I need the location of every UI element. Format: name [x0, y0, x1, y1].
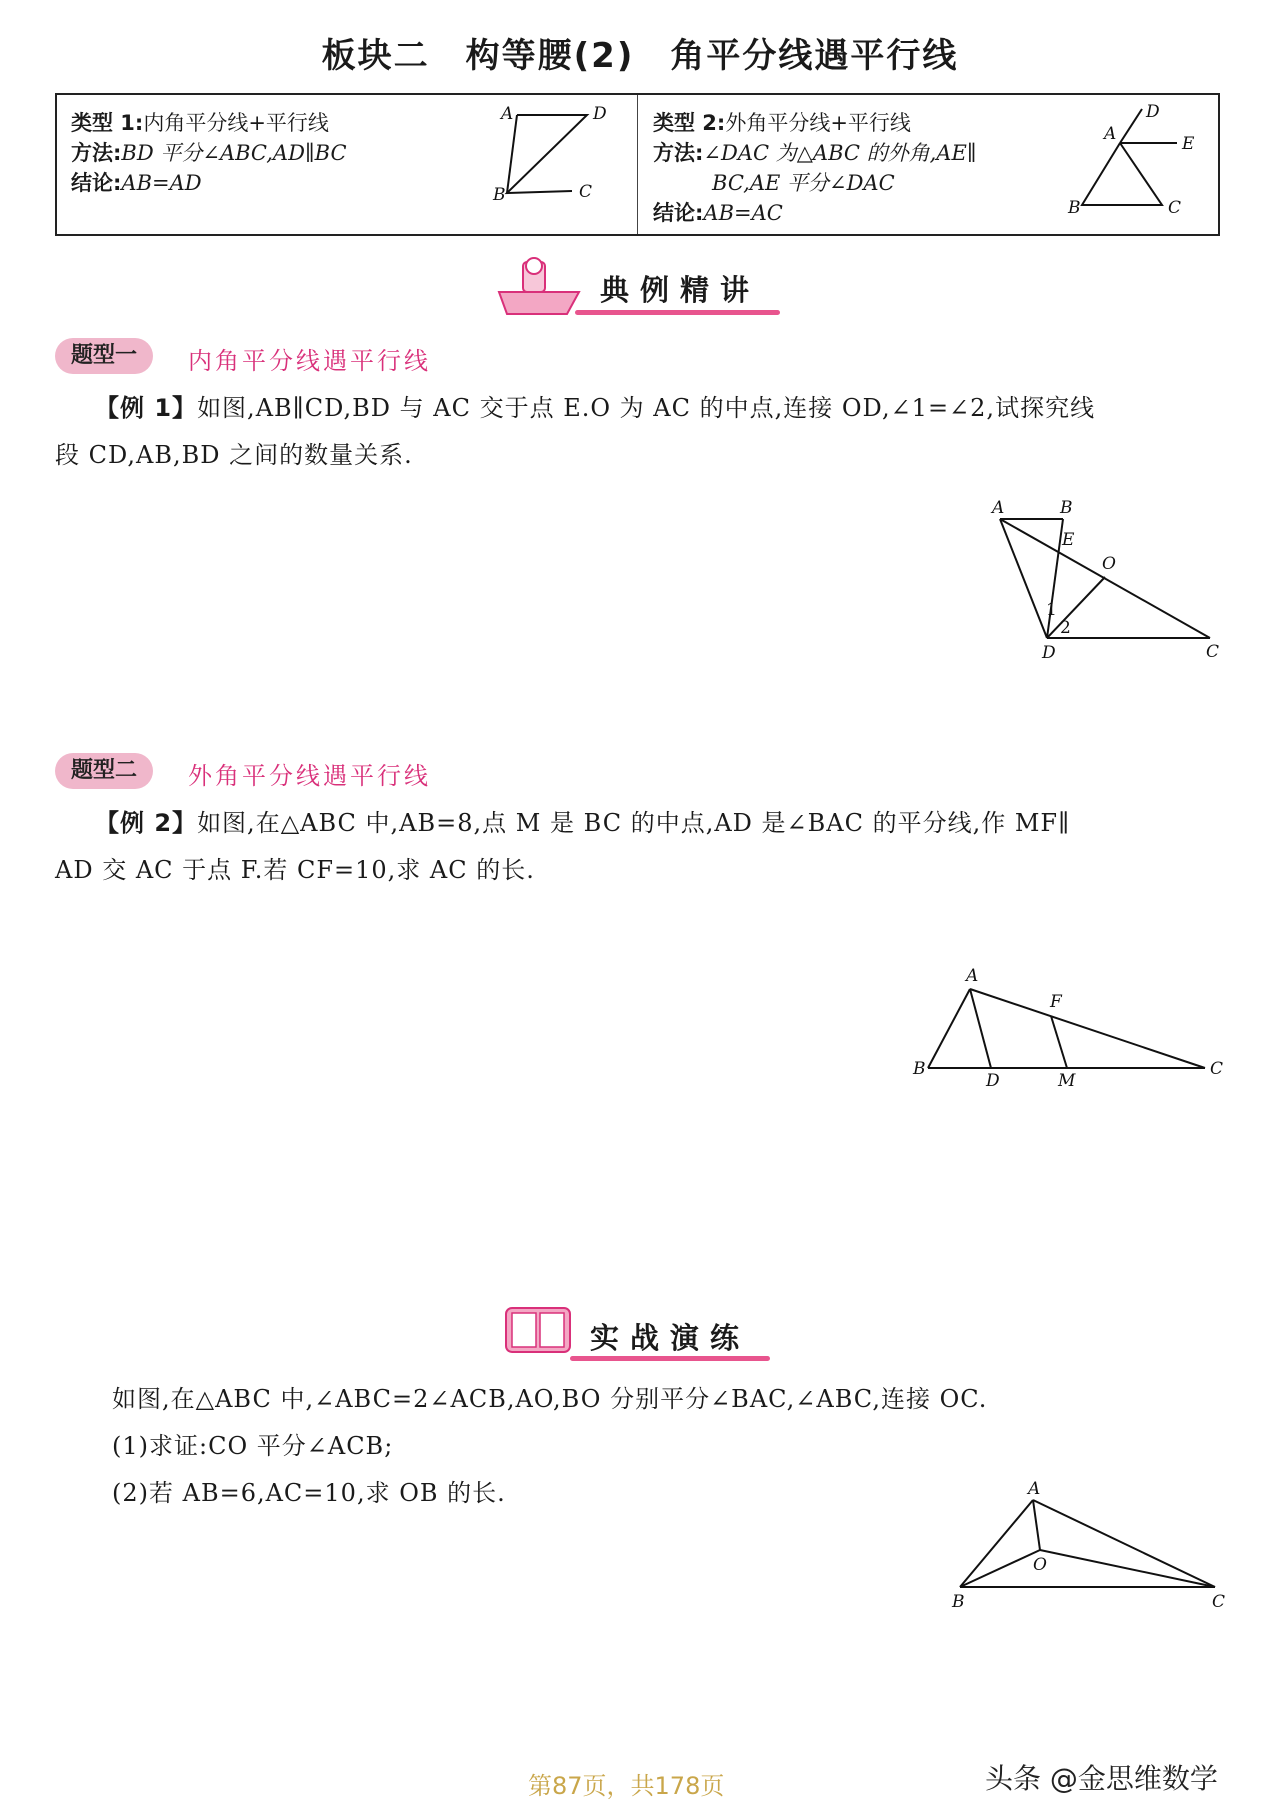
book-icon — [502, 1300, 574, 1362]
topic1-tag: 题型一 — [55, 338, 153, 374]
section-underline-examples — [575, 310, 780, 315]
type2-label-e: E — [1182, 134, 1195, 154]
ex1-segment-ad — [1000, 519, 1047, 638]
ex1-label-angle1: 1 — [1046, 600, 1057, 620]
type2-label-b: B — [1068, 198, 1081, 218]
type1-conclusion: 结论:AB=AD — [71, 171, 202, 195]
type1-side-ab — [507, 115, 517, 193]
pr-segment-oc — [1040, 1550, 1215, 1587]
example1-figure — [980, 495, 1230, 670]
type2-label-a: A — [1104, 124, 1117, 144]
section-title-practice: 实战演练 — [590, 1321, 751, 1355]
lamp-icon — [493, 254, 585, 320]
example1-line1: 【例 1】如图,AB∥CD,BD 与 AC 交于点 E.O 为 AC 的中点,连接 OD,∠1=∠2,试探究线 — [95, 394, 1096, 422]
topic2-title: 外角平分线遇平行线 — [188, 762, 431, 790]
pr-label-a: A — [1028, 1479, 1041, 1499]
ex2-label-c: C — [1210, 1059, 1224, 1079]
pr-segment-ac — [1033, 1500, 1215, 1587]
practice-part2: (2)若 AB=6,AC=10,求 OB 的长. — [112, 1479, 506, 1507]
ex1-label-c: C — [1206, 642, 1220, 662]
ex1-label-angle2: 2 — [1060, 618, 1071, 638]
type2-label-c: C — [1168, 198, 1182, 218]
type1-label-b: B — [493, 185, 506, 205]
ex1-label-a: A — [992, 498, 1005, 518]
type2-conclusion: 结论:AB=AC — [653, 201, 783, 225]
ex2-label-f: F — [1050, 992, 1062, 1012]
topic1-title: 内角平分线遇平行线 — [188, 347, 431, 375]
pr-label-c: C — [1212, 1592, 1226, 1612]
page-title: 板块二 构等腰(2) 角平分线遇平行线 — [321, 36, 959, 76]
practice-part1: (1)求证:CO 平分∠ACB; — [112, 1432, 394, 1460]
type2-line-ad — [1120, 109, 1142, 143]
ex1-label-o: O — [1102, 554, 1116, 574]
page-number: 第87页，共178页 — [528, 1772, 725, 1800]
type2-method: 方法:∠DAC 为△ABC 的外角,AE∥ — [653, 141, 977, 165]
type2-figure — [1062, 97, 1212, 231]
ex1-label-e: E — [1062, 530, 1075, 550]
ex1-label-b: B — [1060, 498, 1073, 518]
type1-label-a: A — [501, 104, 514, 124]
ex1-label-d: D — [1042, 643, 1056, 663]
section-underline-practice — [570, 1356, 770, 1361]
ex1-segment-ac — [1000, 519, 1210, 638]
section-title-examples: 典例精讲 — [600, 273, 761, 307]
type1-label-d: D — [593, 104, 607, 124]
type1-heading: 类型 1:内角平分线+平行线 — [71, 111, 329, 135]
watermark: 头条 @金思维数学 — [985, 1762, 1218, 1795]
type1-shape — [507, 115, 587, 193]
example2-figure — [900, 965, 1230, 1091]
ex2-segment-ab — [928, 989, 970, 1068]
ex2-label-a: A — [966, 966, 979, 986]
pr-segment-bo — [960, 1550, 1040, 1587]
type1-figure — [493, 99, 627, 205]
topic2-tag: 题型二 — [55, 753, 153, 789]
type1-method: 方法:BD 平分∠ABC,AD∥BC — [71, 141, 347, 165]
practice-figure — [940, 1470, 1230, 1620]
pr-segment-ao — [1033, 1500, 1040, 1550]
ex2-segment-ad — [970, 989, 991, 1068]
type1-label-c: C — [579, 182, 593, 202]
summary-box — [55, 93, 1220, 236]
pr-segment-ab — [960, 1500, 1033, 1587]
pr-label-o: O — [1033, 1555, 1047, 1575]
ex2-label-d: D — [986, 1071, 1000, 1091]
summary-divider — [637, 95, 638, 234]
ex2-segment-ac — [970, 989, 1205, 1068]
example1-line2: 段 CD,AB,BD 之间的数量关系. — [55, 441, 413, 469]
type2-method-cont: BC,AE 平分∠DAC — [712, 171, 895, 195]
example2-line1: 【例 2】如图,在△ABC 中,AB=8,点 M 是 BC 的中点,AD 是∠BAC 的平分线,作 MF∥ — [95, 809, 1071, 837]
type2-heading: 类型 2:外角平分线+平行线 — [653, 111, 911, 135]
example2-line2: AD 交 AC 于点 F.若 CF=10,求 AC 的长. — [55, 856, 535, 884]
type2-triangle — [1082, 143, 1162, 205]
practice-line1: 如图,在△ABC 中,∠ABC=2∠ACB,AO,BO 分别平分∠BAC,∠ABC,连接 OC. — [112, 1385, 988, 1413]
type2-label-d: D — [1146, 102, 1160, 122]
ex2-label-b: B — [913, 1059, 926, 1079]
pr-label-b: B — [952, 1592, 965, 1612]
ex2-segment-mf — [1051, 1016, 1067, 1068]
ex2-label-m: M — [1058, 1071, 1076, 1091]
